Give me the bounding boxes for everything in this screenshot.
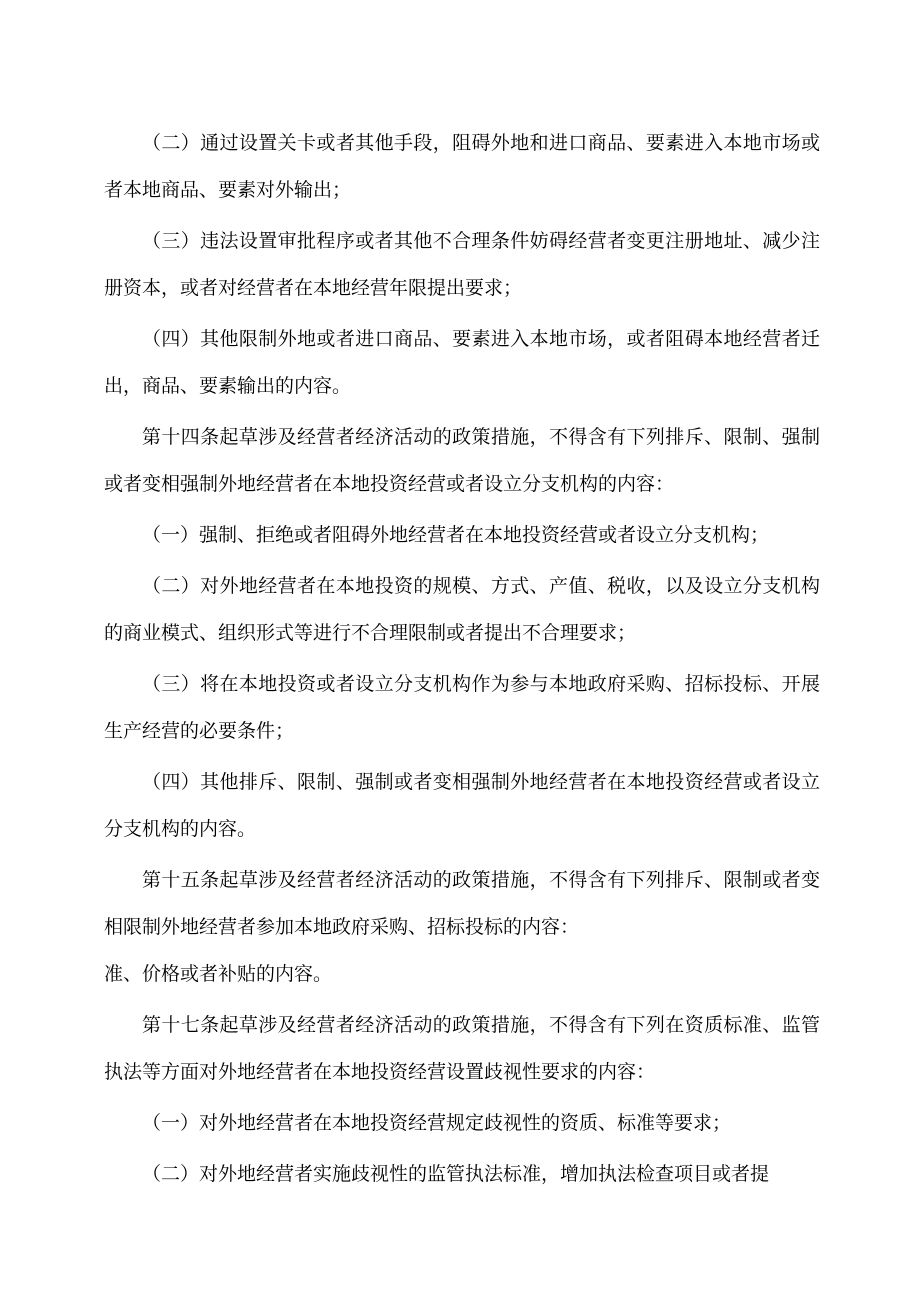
article-14: 第十四条起草涉及经营者经济活动的政策措施，不得含有下列排斥、限制、强制或者变相强制外地经营者在本地投资经营或者设立分支机构的内容： [104, 426, 820, 495]
article-14-item-3: （三）将在本地投资或者设立分支机构作为参与本地政府采购、招标投标、开展生产经营的必要条件； [104, 673, 820, 742]
document-page [104, 120, 820, 1198]
article-17-item-2: （二）对外地经营者实施歧视性的监管执法标准，增加执法检查项目或者提 [142, 1163, 770, 1185]
paragraph-item-2: （二）通过设置关卡或者其他手段，阻碍外地和进口商品、要素进入本地市场或者本地商品、要素对外输出； [104, 132, 820, 201]
article-15: 第十五条起草涉及经营者经济活动的政策措施，不得含有下列排斥、限制或者变相限制外地经营者参加本地政府采购、招标投标的内容： [104, 869, 820, 938]
article-14-item-4: （四）其他排斥、限制、强制或者变相强制外地经营者在本地投资经营或者设立分支机构的内容。 [104, 771, 820, 840]
article-14-item-1: （一）强制、拒绝或者阻碍外地经营者在本地投资经营或者设立分支机构； [142, 524, 770, 546]
paragraph-item-3: （三）违法设置审批程序或者其他不合理条件妨碍经营者变更注册地址、减少注册资本，或者对经营者在本地经营年限提出要求； [104, 230, 820, 299]
article-17-item-1: （一）对外地经营者在本地投资经营规定歧视性的资质、标准等要求； [142, 1112, 732, 1134]
article-14-item-2: （二）对外地经营者在本地投资的规模、方式、产值、税收，以及设立分支机构的商业模式、组织形式等进行不合理限制或者提出不合理要求； [104, 575, 820, 644]
fragment-line: 准、价格或者补贴的内容。 [104, 963, 333, 985]
paragraph-item-4: （四）其他限制外地或者进口商品、要素进入本地市场，或者阻碍本地经营者迁出，商品、要素输出的内容。 [104, 328, 820, 397]
article-17: 第十七条起草涉及经营者经济活动的政策措施，不得含有下列在资质标准、监管执法等方面对外地经营者在本地投资经营设置歧视性要求的内容： [104, 1014, 820, 1083]
